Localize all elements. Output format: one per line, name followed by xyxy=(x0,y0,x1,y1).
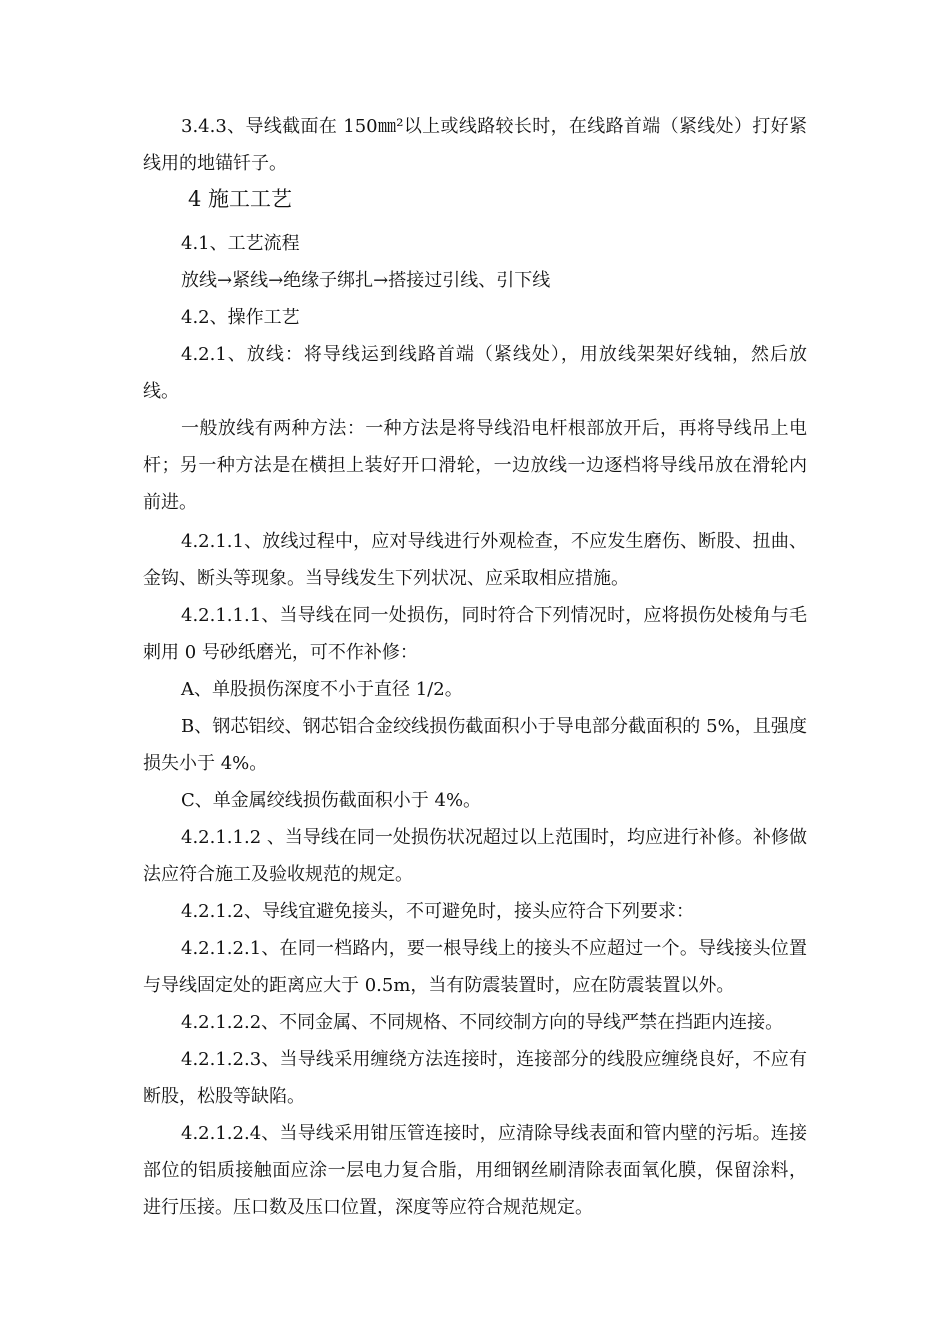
paragraph-4-2-1-1: 4.2.1.1、放线过程中，应对导线进行外观检查，不应发生磨伤、断股、扭曲、金钩、断头等现象。当导线发生下列状况、应采取相应措施。 xyxy=(143,531,807,589)
paragraph-4-2-1-1-1: 4.2.1.1.1、当导线在同一处损伤，同时符合下列情况时，应将损伤处棱角与毛刺用 0 号砂纸磨光，可不作补修： xyxy=(143,605,807,663)
paragraph-4-2-1: 4.2.1、放线：将导线运到线路首端（紧线处），用放线架架好线轴，然后放线。 xyxy=(143,344,807,402)
paragraph-3-4-3: 3.4.3、导线截面在 150㎜²以上或线路较长时，在线路首端（紧线处）打好紧线用的地锚钎子。 xyxy=(143,116,807,174)
paragraph-item-b: B、钢芯铝绞、钢芯铝合金绞线损伤截面积小于导电部分截面积的 5%，且强度损失小于 4%。 xyxy=(143,716,807,774)
paragraph-4-2-1-1-2: 4.2.1.1.2 、当导线在同一处损伤状况超过以上范围时，均应进行补修。补修做法应符合施工及验收规范的规定。 xyxy=(143,827,807,885)
paragraph-stringing-methods: 一般放线有两种方法：一种方法是将导线沿电杆根部放开后，再将导线吊上电杆；另一种方法是在横担上装好开口滑轮，一边放线一边逐档将导线吊放在滑轮内前进。 xyxy=(143,418,807,513)
paragraph-4-2-1-2-2: 4.2.1.2.2、不同金属、不同规格、不同绞制方向的导线严禁在挡距内连接。 xyxy=(181,1012,784,1033)
paragraph-4-2: 4.2、操作工艺 xyxy=(181,307,300,328)
paragraph-item-c: C、单金属绞线损伤截面积小于 4%。 xyxy=(181,790,482,811)
paragraph-4-2-1-2-3: 4.2.1.2.3、当导线采用缠绕方法连接时，连接部分的线股应缠绕良好，不应有断股，松股等缺陷。 xyxy=(143,1049,807,1107)
paragraph-4-1: 4.1、工艺流程 xyxy=(181,233,300,254)
paragraph-4-2-1-2-4: 4.2.1.2.4、当导线采用钳压管连接时，应清除导线表面和管内壁的污垢。连接部位的铝质接触面应涂一层电力复合脂，用细钢丝刷清除表面氧化膜，保留涂料，进行压接。压口数及压口位置，深度等应符合规范规定。 xyxy=(143,1123,807,1218)
paragraph-process-flow: 放线→紧线→绝缘子绑扎→搭接过引线、引下线 xyxy=(181,270,551,291)
paragraph-item-a: A、单股损伤深度不小于直径 1/2。 xyxy=(181,679,463,700)
paragraph-4-2-1-2-1: 4.2.1.2.1、在同一档路内，要一根导线上的接头不应超过一个。导线接头位置与导线固定处的距离应大于 0.5m，当有防震装置时，应在防震装置以外。 xyxy=(143,938,807,996)
section-heading-4: 4 施工工艺 xyxy=(188,187,293,211)
paragraph-4-2-1-2: 4.2.1.2、导线宜避免接头，不可避免时，接头应符合下列要求： xyxy=(181,901,694,922)
